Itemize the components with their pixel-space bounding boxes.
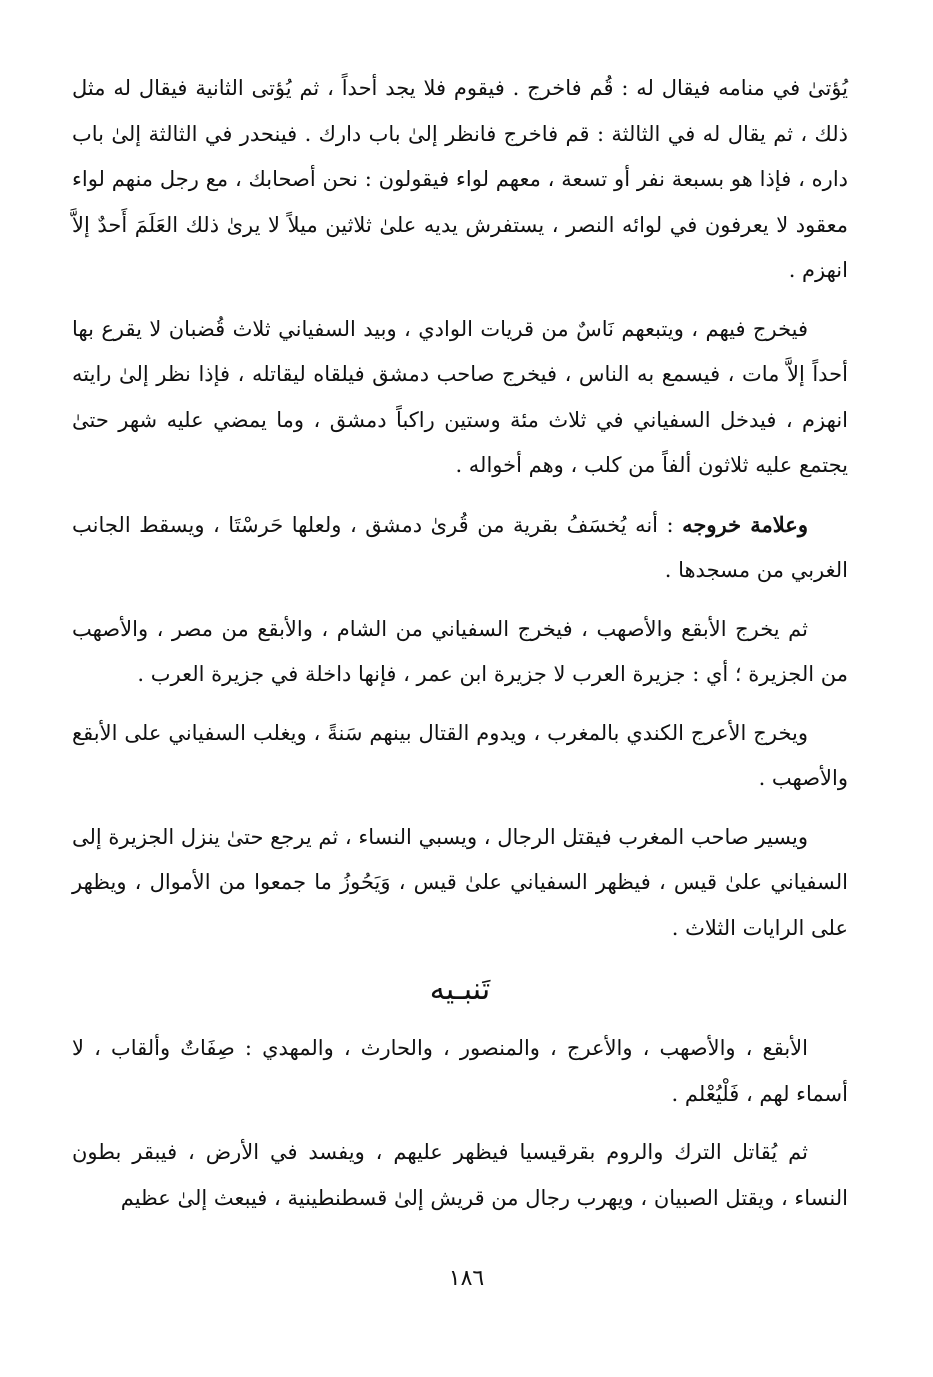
paragraph-text: : أنه يُخسَفُ بقرية من قُرىٰ دمشق ، ولعلها حَرسْتَا ، ويسقط الجانب الغربي من مسجدها . (72, 512, 848, 582)
page-body (72, 66, 848, 1234)
paragraph-text: ثم يخرج الأبقع والأصهب ، فيخرج السفياني من الشام ، والأبقع من مصر ، والأصهب من الجزيرة ؛ أي : جزيرة العرب لا جزيرة ابن عمر ، فإنها داخلة في جزيرة العرب . (72, 616, 848, 686)
paragraph-text: ثم يُقاتل الترك والروم بقرقيسيا فيظهر عليهم ، ويفسد في الأرض ، فيبقر بطون النساء ، ويقتل الصبيان ، ويهرب رجال من قريش إلىٰ قسطنطينية ، فيبعث إلىٰ عظيم (72, 1140, 848, 1210)
paragraph-continuation (72, 66, 848, 294)
paragraph-sign-of-emergence (72, 502, 848, 594)
paragraph-lead-bold: وعلامة خروجه (682, 511, 808, 537)
paragraph-abqa-ashab (72, 607, 848, 698)
section-heading: تَنبـيه (429, 972, 491, 1007)
paragraph-sufyani-emergence (72, 307, 848, 489)
paragraph-text: يُؤتىٰ في منامه فيقال له : قُم فاخرج . فيقوم فلا يجد أحداً ، ثم يُؤتى الثانية فيقال له مثل ذلك ، ثم يقال له في الثالثة : قم فاخرج فانظر إلىٰ باب دارك . فينحدر في الثالثة إلىٰ باب داره ، فإذا هو بسبعة نفر أو تسعة ، معهم لواء فيقولون : نحن أصحابك ، مع رجل منهم لواء معقود لا يعرفون في لوائه النصر ، يستفرش يديه علىٰ ثلاثين ميلاً لا يرىٰ ذلك العَلَمَ أَحدٌ إلاَّ انهزم . (72, 76, 848, 282)
paragraph-maghrib-ruler (72, 815, 848, 952)
paragraph-note-titles (72, 1026, 848, 1117)
paragraph-text: ويخرج الأعرج الكندي بالمغرب ، ويدوم القتال بينهم سَنةً ، ويغلب السفياني على الأبقع والأصهب . (72, 720, 848, 790)
page-number: ١٨٦ (448, 1266, 485, 1291)
paragraph-text: ويسير صاحب المغرب فيقتل الرجال ، ويسبي النساء ، ثم يرجع حتىٰ ينزل الجزيرة إلى السفياني علىٰ قيس ، فيظهر السفياني علىٰ قيس ، وَيَحُوزُ ما جمعوا من الأموال ، ويظهر على الرايات الثلاث . (72, 824, 848, 940)
paragraph-text: فيخرج فيهم ، ويتبعهم نَاسٌ من قريات الوادي ، وبيد السفياني ثلاث قُضبان لا يقرع بها أحداً إلاَّ مات ، فيسمع به الناس ، فيخرج صاحب دمشق فيلقاه ليقاتله ، فإذا نظر إلىٰ رايته انهزم ، فيدخل السفياني في ثلاث مئة وستين راكباً دمشق ، وما يمضي عليه شهر حتىٰ يجتمع عليه ثلاثون ألفاً من كلب ، وهم أخواله . (72, 316, 848, 477)
paragraph-turks-romans (72, 1130, 848, 1221)
paragraph-text: الأبقع ، والأصهب ، والأعرج ، والمنصور ، والحارث ، والمهدي : صِفَاتٌ وألقاب ، لا أسماء لهم ، فَلْيُعْلم . (72, 1036, 848, 1106)
paragraph-araj-kindi (72, 711, 848, 802)
